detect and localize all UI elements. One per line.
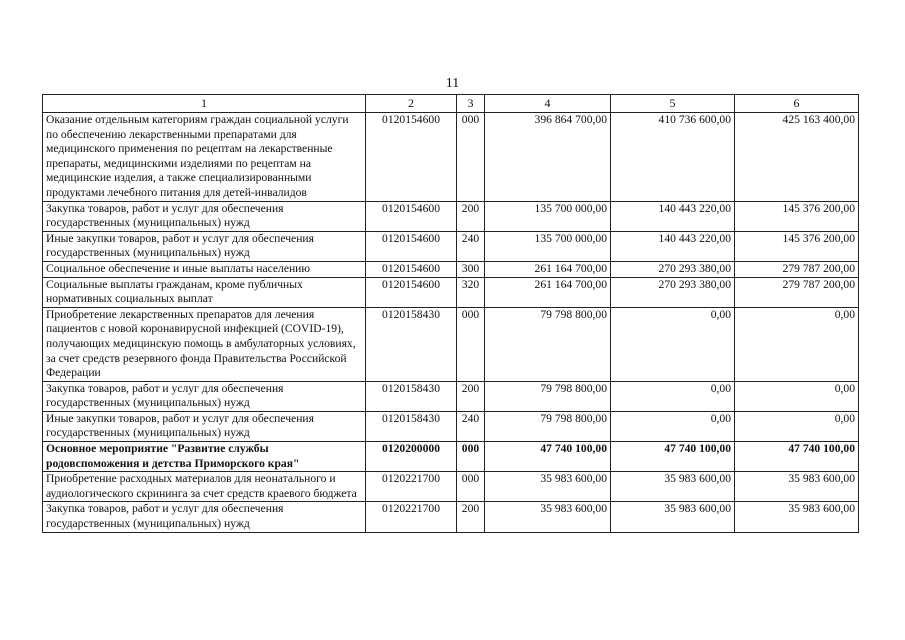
row-amount-col4: 261 164 700,00	[485, 261, 611, 277]
table-row	[43, 277, 859, 307]
row-expense-type: 200	[457, 381, 485, 411]
table-row	[43, 472, 859, 502]
row-description: Приобретение расходных материалов для неонатального и аудиологического скрининга за счет средств краевого бюджета	[43, 472, 366, 502]
header-col-5: 5	[611, 95, 735, 113]
row-description: Иные закупки товаров, работ и услуг для обеспечения государственных (муниципальных) нужд	[43, 411, 366, 441]
row-amount-col6: 425 163 400,00	[735, 113, 859, 202]
row-target-code: 0120154600	[366, 113, 457, 202]
row-amount-col5: 0,00	[611, 381, 735, 411]
row-description: Оказание отдельным категориям граждан социальной услуги по обеспечению лекарственными препаратами для медицинского применения по рецептам на лекарственные препараты, медицинскими изделиями по рецептам на медицинские изделия, а также специализированными продуктами лечебного питания для детей-инвалидов	[43, 113, 366, 202]
table-row	[43, 411, 859, 441]
table-row	[43, 113, 859, 202]
row-description: Закупка товаров, работ и услуг для обеспечения государственных (муниципальных) нужд	[43, 502, 366, 532]
row-amount-col6: 0,00	[735, 307, 859, 381]
row-amount-col4: 135 700 000,00	[485, 201, 611, 231]
row-expense-type: 240	[457, 231, 485, 261]
row-target-code: 0120221700	[366, 472, 457, 502]
row-amount-col5: 140 443 220,00	[611, 201, 735, 231]
row-amount-col6: 145 376 200,00	[735, 201, 859, 231]
row-amount-col6: 35 983 600,00	[735, 472, 859, 502]
row-target-code: 0120158430	[366, 411, 457, 441]
header-col-3: 3	[457, 95, 485, 113]
row-amount-col6: 279 787 200,00	[735, 277, 859, 307]
row-amount-col5: 410 736 600,00	[611, 113, 735, 202]
page-number: 11	[445, 76, 460, 91]
row-expense-type: 200	[457, 201, 485, 231]
row-amount-col4: 135 700 000,00	[485, 231, 611, 261]
table-row	[43, 261, 859, 277]
row-amount-col5: 270 293 380,00	[611, 277, 735, 307]
row-target-code: 0120154600	[366, 231, 457, 261]
row-target-code: 0120154600	[366, 277, 457, 307]
row-amount-col6: 0,00	[735, 411, 859, 441]
row-expense-type: 000	[457, 307, 485, 381]
row-description: Основное мероприятие "Развитие службы родовспоможения и детства Приморского края"	[43, 442, 366, 472]
row-amount-col5: 270 293 380,00	[611, 261, 735, 277]
row-amount-col4: 396 864 700,00	[485, 113, 611, 202]
row-target-code: 0120154600	[366, 201, 457, 231]
row-amount-col4: 79 798 800,00	[485, 307, 611, 381]
row-description: Социальное обеспечение и иные выплаты населению	[43, 261, 366, 277]
table-row	[43, 381, 859, 411]
row-amount-col4: 79 798 800,00	[485, 381, 611, 411]
row-amount-col6: 0,00	[735, 381, 859, 411]
row-amount-col5: 0,00	[611, 307, 735, 381]
row-amount-col4: 47 740 100,00	[485, 442, 611, 472]
row-description: Закупка товаров, работ и услуг для обеспечения государственных (муниципальных) нужд	[43, 201, 366, 231]
row-target-code: 0120200000	[366, 442, 457, 472]
header-col-1: 1	[43, 95, 366, 113]
table-row	[43, 442, 859, 472]
row-target-code: 0120221700	[366, 502, 457, 532]
row-expense-type: 240	[457, 411, 485, 441]
row-description: Социальные выплаты гражданам, кроме публичных нормативных социальных выплат	[43, 277, 366, 307]
row-expense-type: 320	[457, 277, 485, 307]
row-target-code: 0120158430	[366, 381, 457, 411]
row-description: Приобретение лекарственных препаратов для лечения пациентов с новой коронавирусной инфекцией (COVID-19), получающих медицинскую помощь в амбулаторных условиях, за счет средств резервного фонда Правительства Российской Федерации	[43, 307, 366, 381]
table-row	[43, 307, 859, 381]
row-expense-type: 000	[457, 472, 485, 502]
header-col-2: 2	[366, 95, 457, 113]
row-description: Иные закупки товаров, работ и услуг для обеспечения государственных (муниципальных) нужд	[43, 231, 366, 261]
row-amount-col4: 79 798 800,00	[485, 411, 611, 441]
header-row	[43, 95, 859, 113]
row-expense-type: 000	[457, 442, 485, 472]
row-amount-col6: 279 787 200,00	[735, 261, 859, 277]
row-amount-col4: 35 983 600,00	[485, 472, 611, 502]
table-row	[43, 201, 859, 231]
row-amount-col5: 0,00	[611, 411, 735, 441]
row-expense-type: 000	[457, 113, 485, 202]
row-amount-col5: 35 983 600,00	[611, 502, 735, 532]
budget-table	[42, 94, 859, 533]
row-amount-col6: 145 376 200,00	[735, 231, 859, 261]
row-expense-type: 300	[457, 261, 485, 277]
row-amount-col5: 35 983 600,00	[611, 472, 735, 502]
row-target-code: 0120158430	[366, 307, 457, 381]
table-row	[43, 502, 859, 532]
table-row	[43, 231, 859, 261]
row-amount-col5: 47 740 100,00	[611, 442, 735, 472]
row-description: Закупка товаров, работ и услуг для обеспечения государственных (муниципальных) нужд	[43, 381, 366, 411]
row-target-code: 0120154600	[366, 261, 457, 277]
header-col-4: 4	[485, 95, 611, 113]
row-expense-type: 200	[457, 502, 485, 532]
row-amount-col6: 35 983 600,00	[735, 502, 859, 532]
row-amount-col4: 35 983 600,00	[485, 502, 611, 532]
row-amount-col5: 140 443 220,00	[611, 231, 735, 261]
row-amount-col4: 261 164 700,00	[485, 277, 611, 307]
header-col-6: 6	[735, 95, 859, 113]
row-amount-col6: 47 740 100,00	[735, 442, 859, 472]
